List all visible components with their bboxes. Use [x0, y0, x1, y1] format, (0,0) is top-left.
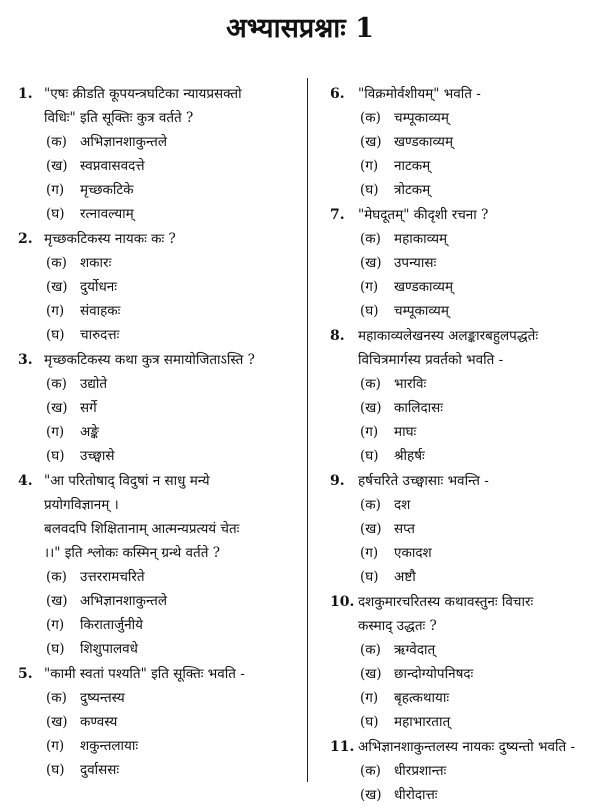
question-number: 9. [330, 473, 345, 489]
question-number: 1. [18, 86, 33, 102]
option-text: खण्डकाव्यम् [394, 279, 454, 295]
option-text: संवाहकः [80, 303, 121, 319]
left-column [18, 82, 300, 783]
option-text: दुष्यन्तस्य [80, 690, 125, 706]
question-text: विचित्रमार्गस्य प्रवर्तको भवति - [358, 352, 504, 368]
question-item [330, 82, 592, 202]
option-text: खण्डकाव्यम् [394, 134, 454, 150]
option-label: (ख) [46, 714, 68, 730]
question-text: दशकुमारचरितस्य कथावस्तुनः विचारः [358, 594, 534, 610]
answer-option [358, 517, 592, 541]
answer-option [44, 372, 300, 396]
answer-option [44, 734, 300, 758]
option-text: चम्पूकाव्यम् [394, 110, 449, 126]
answer-option [358, 662, 592, 686]
option-label: (ख) [360, 787, 382, 803]
option-text: धीरप्रशान्तः [394, 763, 447, 779]
option-text: शिशुपालवधे [80, 641, 138, 657]
answer-option [358, 130, 592, 154]
answer-option [44, 275, 300, 299]
option-text: शकुन्तलायाः [80, 738, 139, 754]
question-text: मृच्छकटिकस्य नायकः कः ? [44, 231, 176, 247]
option-label: (घ) [360, 448, 379, 464]
question-number: 11. [330, 739, 355, 755]
question-number: 10. [330, 594, 355, 610]
option-text: कालिदासः [394, 400, 444, 416]
option-text: त्रोटकम् [394, 182, 431, 198]
answer-option [44, 178, 300, 202]
question-text: हर्षचरिते उच्छ्वासाः भवन्ति - [358, 473, 489, 489]
option-label: (घ) [46, 206, 65, 222]
answer-option [44, 613, 300, 637]
option-text: उच्छ्वासे [80, 448, 115, 464]
option-text: दुर्योधनः [80, 279, 118, 295]
option-label: (ग) [46, 182, 65, 198]
option-label: (ख) [46, 158, 68, 174]
option-text: सर्गे [80, 400, 97, 416]
option-label: (घ) [360, 182, 379, 198]
option-text: नाटकम् [394, 158, 431, 174]
column-divider [307, 78, 308, 782]
question-item [18, 469, 300, 661]
option-label: (क) [360, 231, 381, 247]
answer-option [44, 323, 300, 347]
option-text: उपन्यासः [394, 255, 437, 271]
answer-option [358, 444, 592, 468]
answer-option [358, 299, 592, 323]
answer-option [358, 178, 592, 202]
answer-option [44, 420, 300, 444]
option-label: (ग) [46, 424, 65, 440]
question-text: "कामी स्वतां पश्यति" इति सूक्तिः भवति - [44, 666, 245, 682]
option-label: (घ) [46, 448, 65, 464]
option-text: महाकाव्यम् [394, 231, 448, 247]
option-text: सप्त [394, 521, 415, 537]
answer-option [358, 372, 592, 396]
option-label: (ख) [360, 521, 382, 537]
question-item [330, 203, 592, 323]
option-text: अभिज्ञानशाकुन्तले [80, 593, 167, 609]
answer-option [44, 589, 300, 613]
option-text: रत्नावल्याम् [80, 206, 134, 222]
option-label: (घ) [360, 714, 379, 730]
option-text: शकारः [80, 255, 112, 271]
answer-option [358, 227, 592, 251]
option-text: उद्योते [80, 376, 108, 392]
question-item [330, 324, 592, 468]
question-item [18, 662, 300, 782]
answer-option [44, 710, 300, 734]
option-text: अभिज्ञानशाकुन्तले [80, 134, 167, 150]
question-text: "मेघदूतम्" कीदृशी रचना ? [358, 207, 489, 223]
answer-option [44, 637, 300, 661]
option-label: (ख) [360, 666, 382, 682]
question-item [18, 348, 300, 468]
question-item [330, 735, 592, 807]
option-label: (घ) [46, 641, 65, 657]
answer-option [358, 420, 592, 444]
option-label: (ग) [360, 690, 379, 706]
option-text: अष्टौ [394, 569, 416, 585]
answer-option [44, 299, 300, 323]
option-label: (ग) [46, 738, 65, 754]
option-label: (क) [360, 642, 381, 658]
option-label: (ग) [46, 303, 65, 319]
answer-option [358, 783, 592, 807]
option-label: (ख) [46, 593, 68, 609]
option-label: (ग) [360, 158, 379, 174]
right-column [330, 82, 592, 808]
option-label: (ख) [360, 400, 382, 416]
question-number: 6. [330, 86, 345, 102]
question-number: 3. [18, 352, 33, 368]
option-text: भारविः [394, 376, 427, 392]
question-text: महाकाव्यलेखनस्य अलङ्कारबहुलपद्धतेः [358, 328, 539, 344]
option-text: मृच्छकटिके [80, 182, 134, 198]
question-text: मृच्छकटिकस्य कथा कुत्र समायोजिताऽस्ति ? [44, 352, 255, 368]
option-label: (क) [46, 134, 67, 150]
option-label: (क) [360, 376, 381, 392]
option-text: छान्दोग्योपनिषदः [394, 666, 474, 682]
option-label: (क) [360, 110, 381, 126]
option-label: (क) [360, 763, 381, 779]
question-number: 7. [330, 207, 345, 223]
answer-option [358, 154, 592, 178]
answer-option [44, 130, 300, 154]
question-text: कस्माद् उद्धतः ? [358, 618, 437, 634]
question-text: विधिः" इति सूक्तिः कुत्र वर्तते ? [44, 110, 194, 126]
option-label: (घ) [360, 303, 379, 319]
answer-option [358, 686, 592, 710]
option-label: (ख) [360, 255, 382, 271]
question-text: "विक्रमोर्वशीयम्" भवति - [358, 86, 481, 102]
option-label: (घ) [360, 569, 379, 585]
answer-option [44, 565, 300, 589]
answer-option [358, 541, 592, 565]
answer-option [44, 251, 300, 275]
answer-option [44, 758, 300, 782]
answer-option [44, 444, 300, 468]
option-label: (घ) [46, 327, 65, 343]
option-text: एकादश [394, 545, 432, 561]
question-number: 5. [18, 666, 33, 682]
option-label: (क) [46, 376, 67, 392]
question-item [330, 469, 592, 589]
question-item [18, 227, 300, 347]
question-number: 4. [18, 473, 33, 489]
option-text: कण्वस्य [80, 714, 118, 730]
question-text: "एषः क्रीडति कूपयन्त्रघटिका न्यायप्रसक्तो [44, 86, 242, 102]
page-title: अभ्यासप्रश्नाः 1 [226, 13, 374, 44]
option-label: (क) [46, 569, 67, 585]
answer-option [44, 686, 300, 710]
answer-option [358, 493, 592, 517]
option-text: दुर्वाससः [80, 762, 120, 778]
answer-option [358, 396, 592, 420]
option-text: धीरोदात्तः [394, 787, 438, 803]
answer-option [44, 154, 300, 178]
option-text: चम्पूकाव्यम् [394, 303, 449, 319]
option-label: (घ) [46, 762, 65, 778]
option-label: (ग) [360, 545, 379, 561]
option-text: श्रीहर्षः [394, 448, 425, 464]
option-text: माघः [394, 424, 417, 440]
option-label: (ग) [360, 424, 379, 440]
question-text: अभिज्ञानशाकुन्तलस्य नायकः दुष्यन्तो भवति - [358, 739, 576, 755]
question-text: "आ परितोषाद् विदुषां न साधु मन्ये [44, 473, 210, 489]
option-text: बृहत्कथायाः [394, 690, 450, 706]
option-text: दश [394, 497, 411, 513]
option-label: (ग) [360, 279, 379, 295]
answer-option [358, 638, 592, 662]
question-text: प्रयोगविज्ञानम् । [44, 497, 119, 513]
answer-option [358, 106, 592, 130]
question-number: 2. [18, 231, 33, 247]
option-text: उत्तररामचरिते [80, 569, 145, 585]
option-text: किरातार्जुनीये [80, 617, 143, 633]
option-text: चारुदत्तः [80, 327, 120, 343]
answer-option [358, 710, 592, 734]
option-text: स्वप्नवासवदत्ते [80, 158, 145, 174]
option-text: अङ्के [80, 424, 99, 440]
answer-option [358, 565, 592, 589]
answer-option [44, 396, 300, 420]
question-number: 8. [330, 328, 345, 344]
answer-option [358, 251, 592, 275]
question-item [330, 590, 592, 734]
option-label: (क) [46, 690, 67, 706]
option-text: महाभारतात् [394, 714, 451, 730]
option-text: ऋग्वेदात् [394, 642, 436, 658]
option-label: (ग) [46, 617, 65, 633]
option-label: (ख) [46, 400, 68, 416]
question-text: ।।" इति श्लोकः कस्मिन् ग्रन्थे वर्तते ? [44, 545, 220, 561]
option-label: (ख) [46, 279, 68, 295]
option-label: (क) [360, 497, 381, 513]
question-item [18, 82, 300, 226]
option-label: (ख) [360, 134, 382, 150]
question-text: बलवदपि शिक्षितानाम् आत्मन्यप्रत्ययं चेतः [44, 521, 240, 537]
option-label: (क) [46, 255, 67, 271]
answer-option [358, 275, 592, 299]
answer-option [44, 202, 300, 226]
answer-option [358, 759, 592, 783]
